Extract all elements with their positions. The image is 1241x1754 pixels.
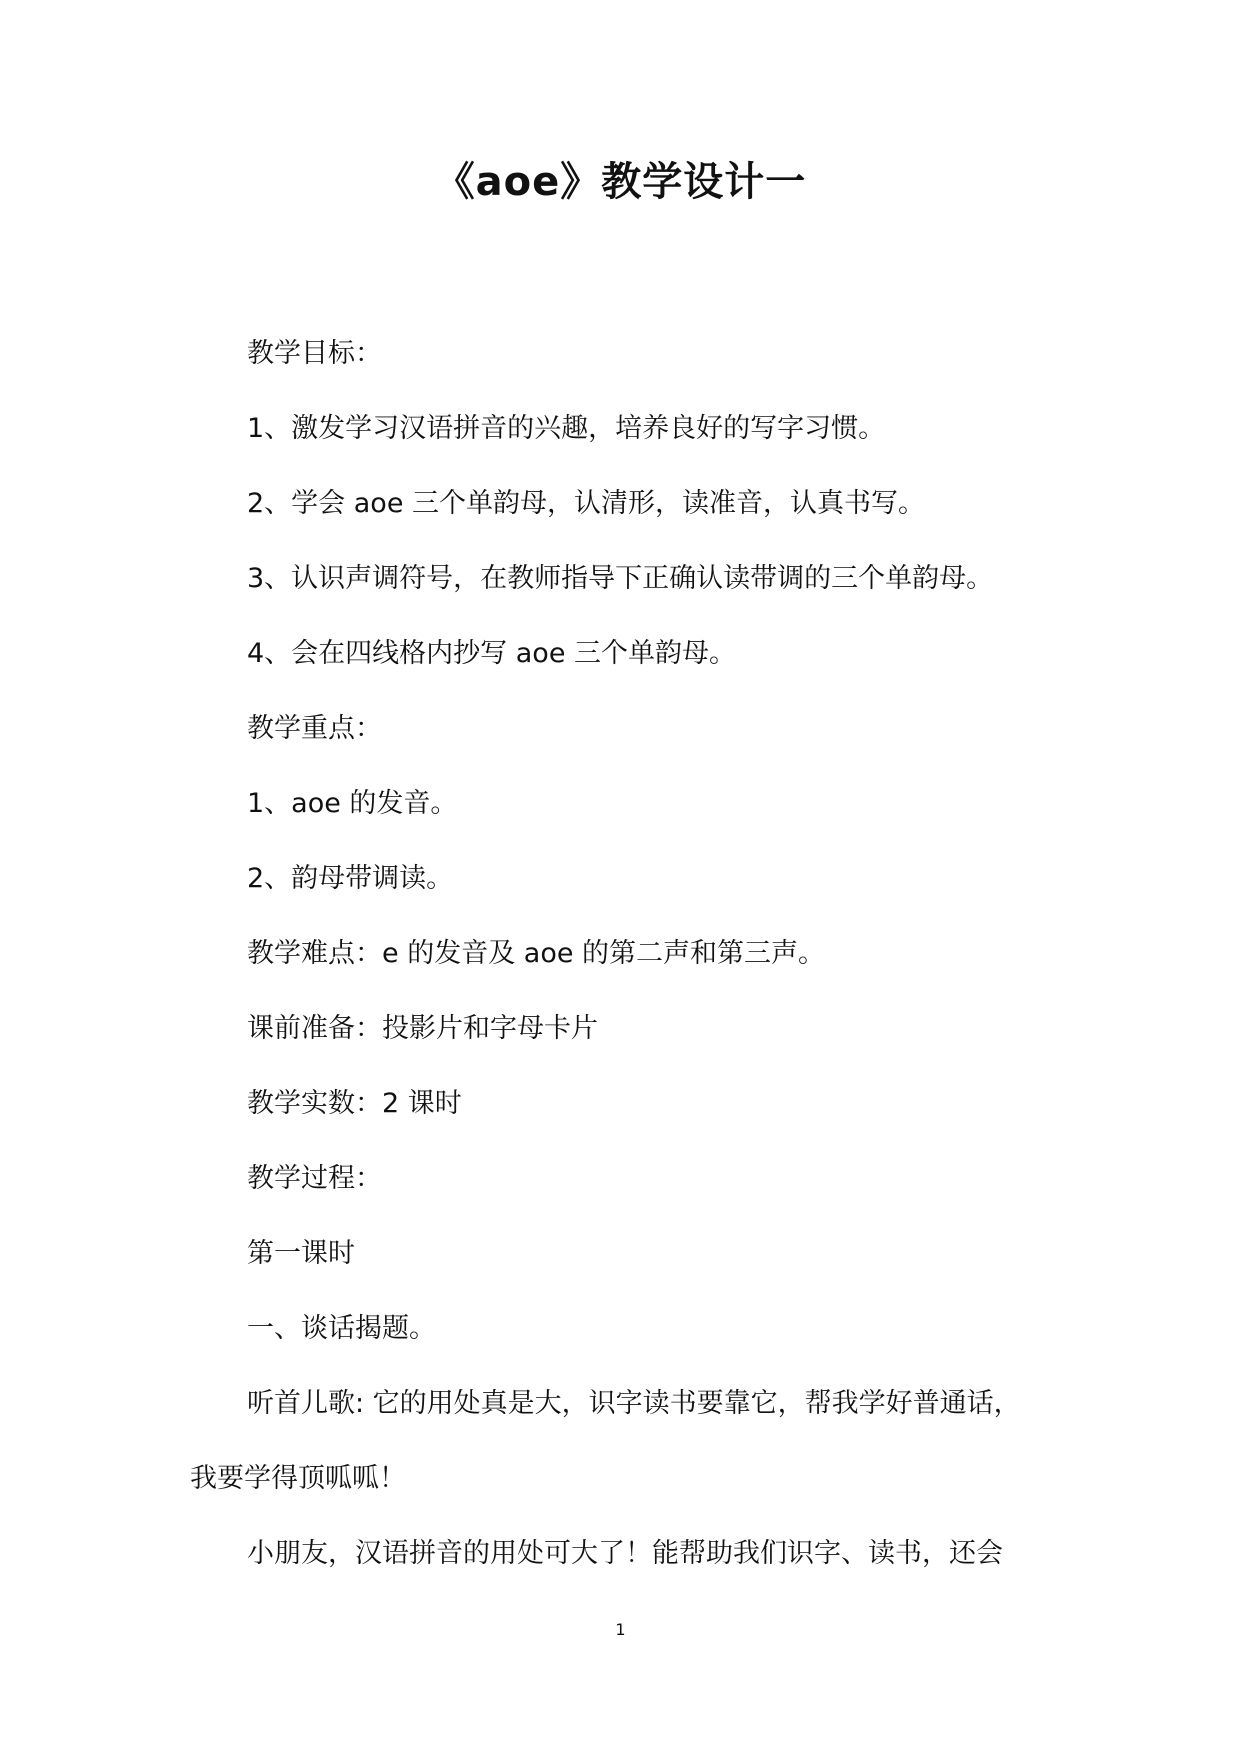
paragraph-song-line-1: 听首儿歌: 它的用处真是大，识字读书要靠它，帮我学好普通话， (247, 1388, 1021, 1419)
paragraph-key-point-2: 2、韵母带调读。 (247, 863, 454, 894)
paragraph-key-points-heading: 教学重点： (247, 713, 382, 744)
paragraph-difficulties: 教学难点：e 的发音及 aoe 的第二声和第三声。 (247, 938, 826, 969)
paragraph-class-hours: 教学实数：2 课时 (247, 1088, 462, 1119)
paragraph-song-line-2: 我要学得顶呱呱！ (190, 1463, 406, 1494)
paragraph-process-heading: 教学过程： (247, 1163, 382, 1194)
paragraph-intro: 小朋友，汉语拼音的用处可大了！能帮助我们识字、读书，还会 (247, 1538, 1003, 1569)
paragraph-goal-4: 4、会在四线格内抄写 aoe 三个单韵母。 (247, 638, 737, 669)
paragraph-preparation: 课前准备：投影片和字母卡片 (247, 1013, 598, 1044)
paragraph-key-point-1: 1、aoe 的发音。 (247, 788, 458, 819)
paragraph-first-lesson: 第一课时 (247, 1238, 355, 1269)
paragraph-section-one: 一、谈话揭题。 (247, 1313, 436, 1344)
paragraph-teaching-goals-heading: 教学目标： (247, 338, 382, 369)
paragraph-goal-3: 3、认识声调符号，在教师指导下正确认读带调的三个单韵母。 (247, 563, 994, 594)
page-number: 1 (615, 1620, 626, 1639)
paragraph-goal-2: 2、学会 aoe 三个单韵母，认清形，读准音，认真书写。 (247, 488, 926, 519)
paragraph-goal-1: 1、激发学习汉语拼音的兴趣，培养良好的写字习惯。 (247, 413, 886, 444)
document-title: 《aoe》教学设计一 (434, 159, 807, 205)
